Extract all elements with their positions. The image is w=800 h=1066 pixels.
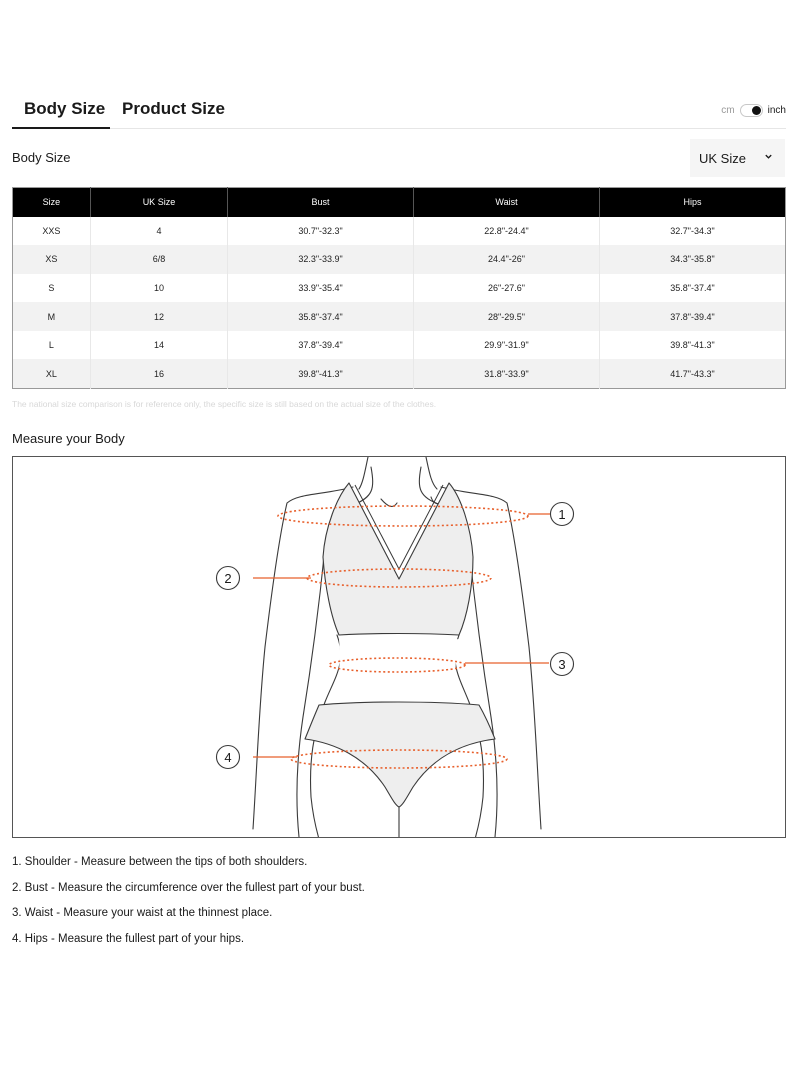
marker-1-label: 1: [558, 507, 566, 522]
size-table-header: [13, 188, 786, 217]
column-header: Hips: [600, 188, 786, 217]
waist-area: [331, 639, 461, 703]
column-header: Bust: [228, 188, 414, 217]
briefs-shape: [305, 702, 495, 807]
table-cell: XL: [13, 359, 91, 388]
table-cell: L: [48, 340, 54, 351]
unit-toggle[interactable]: [721, 104, 786, 117]
table-cell: 31.8"-33.9": [414, 359, 600, 388]
shoulder-measure-line: [278, 506, 528, 526]
table-row: [13, 331, 786, 360]
body-size-title: Body Size: [12, 150, 71, 165]
table-cell: 32.3"-33.9": [228, 245, 414, 274]
table-cell: 24.4"-26": [414, 245, 600, 274]
table-cell: XS: [13, 245, 91, 274]
size-tabs: [12, 96, 786, 129]
table-cell: 28"-29.5": [414, 302, 600, 331]
table-cell: 37.8"-39.4": [228, 331, 414, 360]
marker-4-label: 4: [224, 750, 232, 765]
size-disclaimer: The national size comparison is for reference only, the specific size is still based on the actual size of the clothes.: [12, 399, 437, 409]
tab-product-size[interactable]: Product Size: [122, 99, 225, 118]
table-cell: 41.7"-43.3": [600, 359, 786, 388]
table-cell: 39.8"-41.3": [600, 331, 786, 360]
marker-3-label: 3: [558, 657, 566, 672]
unit-switch[interactable]: [740, 104, 763, 117]
table-cell: 30.7"-32.3": [228, 217, 414, 246]
table-row: [13, 302, 786, 331]
unit-cm-label[interactable]: cm: [721, 105, 735, 116]
tab-body-size[interactable]: Body Size: [12, 96, 110, 129]
hair-right-line: [426, 457, 437, 489]
unit-inch-label[interactable]: inch: [767, 105, 786, 116]
table-row: [13, 245, 786, 274]
measure-title: Measure your Body: [12, 431, 125, 446]
table-cell: 32.7"-34.3": [600, 217, 786, 246]
unit-switch-knob: [752, 106, 761, 115]
table-cell: 33.9"-35.4": [228, 274, 414, 303]
table-cell: 35.8"-37.4": [600, 274, 786, 303]
table-cell: 34.3"-35.8": [600, 245, 786, 274]
measure-illustration: [12, 456, 786, 838]
instruction-item: 4. Hips - Measure the fullest part of your hips.: [12, 932, 245, 945]
size-table: [12, 187, 786, 389]
column-header: Size: [13, 188, 91, 217]
column-header: Waist: [414, 188, 600, 217]
table-cell: 26"-27.6": [414, 274, 600, 303]
measure-instructions: [12, 855, 786, 957]
instruction-item: 3. Waist - Measure your waist at the thinnest place.: [12, 907, 273, 919]
table-cell: 10: [90, 274, 227, 303]
table-cell: 39.8"-41.3": [228, 359, 414, 388]
body-figure: [13, 457, 786, 838]
table-cell: M: [13, 302, 91, 331]
table-cell: 37.8"-39.4": [600, 302, 786, 331]
table-cell: 35.8"-37.4": [228, 302, 414, 331]
table-cell: 16: [90, 359, 227, 388]
table-cell: 12: [90, 302, 227, 331]
table-cell: 22.8"-24.4": [414, 217, 600, 246]
instruction-item: 2. Bust - Measure the circumference over the fullest part of your bust.: [12, 881, 365, 894]
table-cell: 4: [90, 217, 227, 246]
column-header: UK Size: [90, 188, 227, 217]
table-row: [13, 217, 786, 246]
hair-left-line: [359, 457, 368, 489]
table-row: [13, 274, 786, 303]
size-system-value: UK Size: [699, 150, 746, 166]
neck-right-line: [419, 467, 441, 505]
chevron-down-icon: [764, 152, 773, 161]
table-cell: XXS: [42, 225, 61, 236]
size-system-select[interactable]: [690, 139, 785, 177]
table-cell: 6/8: [90, 245, 227, 274]
instruction-item: 1. Shoulder - Measure between the tips of both shoulders.: [12, 856, 308, 868]
table-cell: 29.9"-31.9": [414, 331, 600, 360]
marker-2-label: 2: [224, 571, 232, 586]
table-cell: 14: [90, 331, 227, 360]
table-row: [13, 359, 786, 388]
table-cell: S: [48, 282, 55, 293]
